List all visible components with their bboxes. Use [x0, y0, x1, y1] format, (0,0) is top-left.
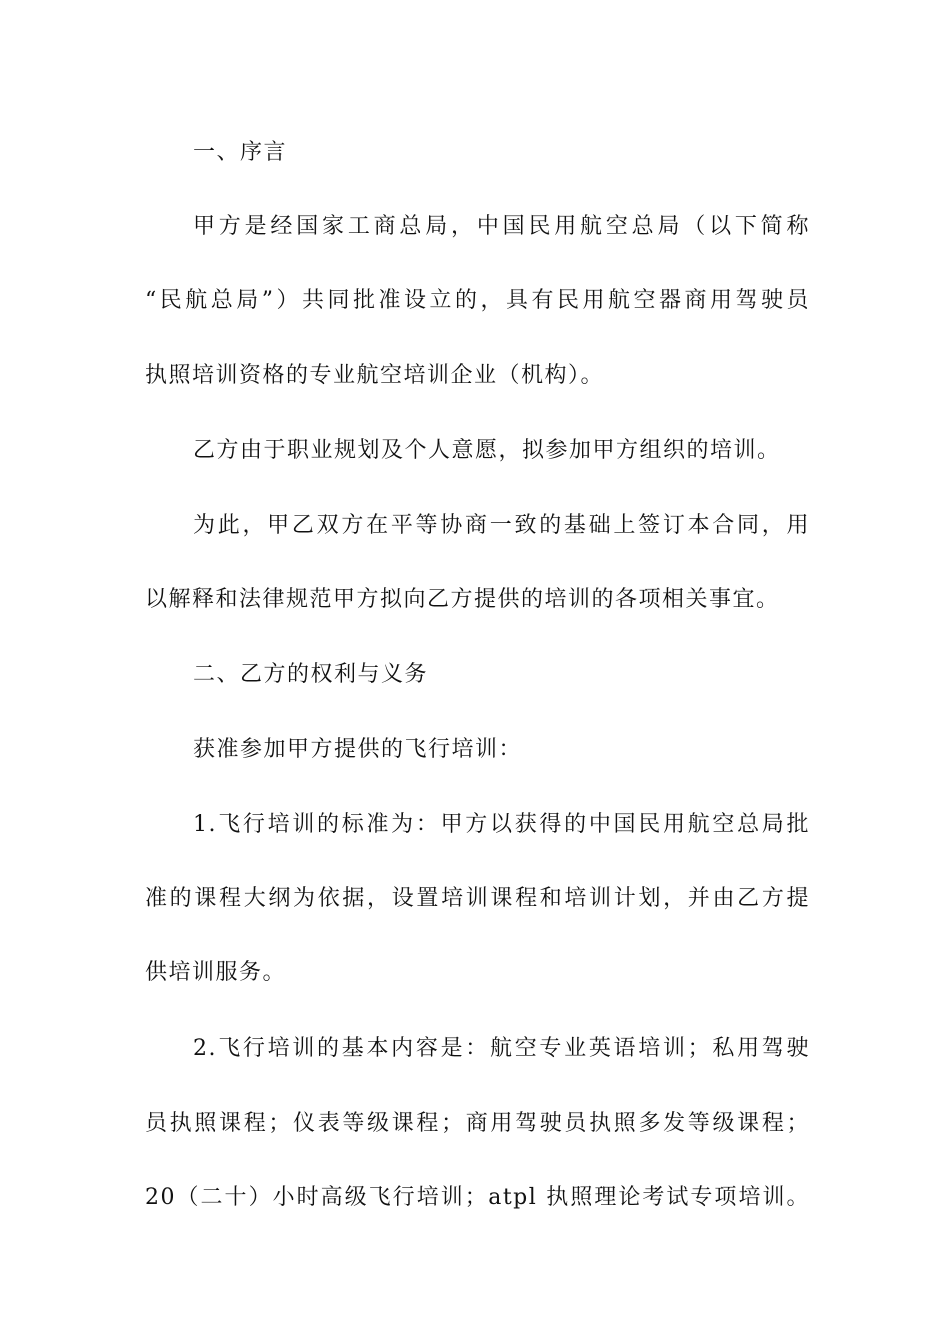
paragraph-line: 以解释和法律规范甲方拟向乙方提供的培训的各项相关事宜。 [145, 587, 780, 612]
paragraph-line: 1.飞行培训的标准为：甲方以获得的中国民用航空总局批 [193, 812, 810, 837]
paragraph-line: “民航总局”）共同批准设立的，具有民用航空器商用驾驶员 [145, 288, 810, 313]
paragraph-line: 准的课程大纲为依据，设置培训课程和培训计划，并由乙方提 [145, 886, 810, 911]
paragraph-line: 乙方由于职业规划及个人意愿，拟参加甲方组织的培训。 [193, 438, 781, 463]
paragraph-line: 甲方是经国家工商总局，中国民用航空总局（以下简称 [193, 214, 810, 239]
section-heading-rights: 二、乙方的权利与义务 [193, 662, 429, 687]
paragraph-line: 为此，甲乙双方在平等协商一致的基础上签订本合同，用 [193, 513, 810, 538]
paragraph-line: 20（二十）小时高级飞行培训；atpl 执照理论考试专项培训。 [145, 1185, 810, 1210]
paragraph-line: 获准参加甲方提供的飞行培训： [193, 737, 523, 762]
paragraph-line: 执照培训资格的专业航空培训企业（机构）。 [145, 363, 605, 388]
section-heading-preface: 一、序言 [193, 140, 288, 165]
paragraph-line: 供培训服务。 [145, 960, 287, 985]
paragraph-line: 员执照课程；仪表等级课程；商用驾驶员执照多发等级课程； [145, 1111, 810, 1136]
paragraph-line: 2.飞行培训的基本内容是：航空专业英语培训；私用驾驶 [193, 1036, 810, 1061]
